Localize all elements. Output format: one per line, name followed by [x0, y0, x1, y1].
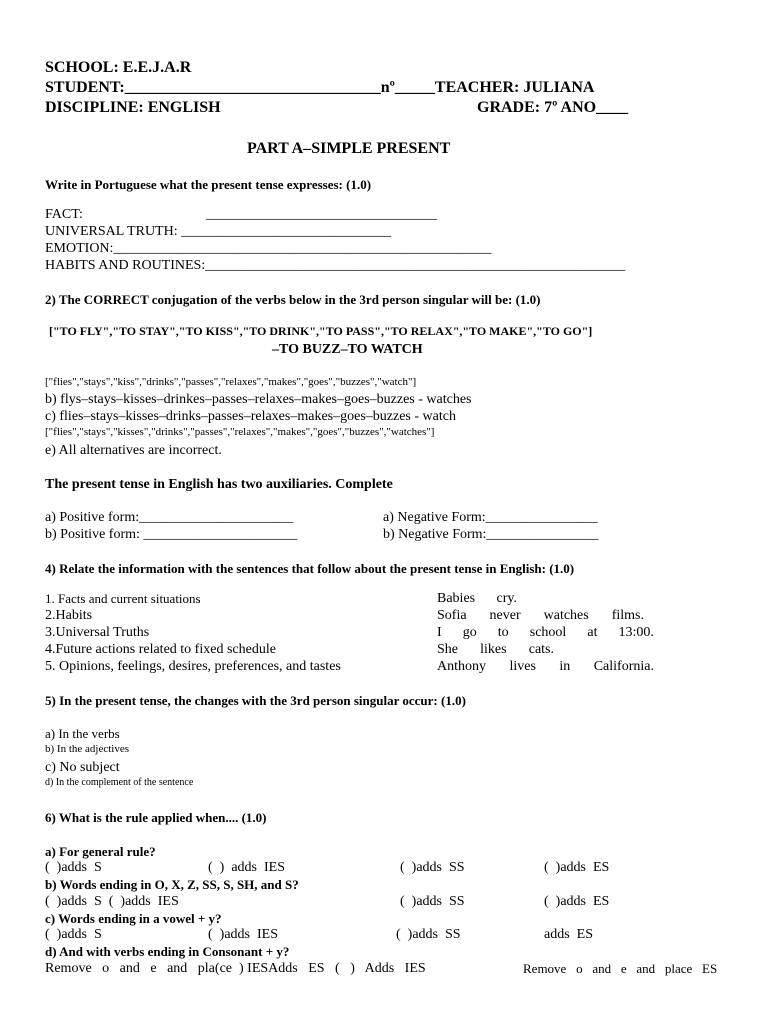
q5-option-c: c) No subject: [45, 760, 120, 775]
q6-b-title: b) Words ending in O, X, Z, SS, S, SH, and S?: [45, 877, 299, 892]
q6-d-opt-2[interactable]: Remove o and e and place ES: [523, 961, 718, 976]
q6-c-title: c) Words ending in a vowel + y?: [45, 911, 222, 926]
student-line: STUDENT:________________________________nº_____TEACHER: JULIANA: [45, 79, 595, 96]
q6-prompt: 6) What is the rule applied when.... (1.0): [45, 810, 267, 825]
word: lives: [509, 659, 536, 674]
q6-b-opt-2[interactable]: ( )adds SS: [400, 894, 465, 909]
q6-a-opt-1[interactable]: ( )adds S: [45, 860, 102, 875]
q4-left-4: 4.Future actions related to fixed schedule: [45, 642, 276, 657]
q2-verbs-line1: ["TO FLY","TO STAY","TO KISS","TO DRINK","TO PASS","TO RELAX","TO MAKE","TO GO"]: [49, 324, 593, 338]
q4-right-2: [437, 609, 644, 623]
discipline-line: DISCIPLINE: ENGLISH: [45, 99, 221, 116]
q2-option-a: ["flies","stays","kiss","drinks","passes","relaxes","makes","goes","buzzes","watch"]: [45, 376, 417, 388]
q2-option-c: c) flies–stays–kisses–drinks–passes–relaxes–makes–goes–buzzes - watch: [45, 409, 456, 424]
q6-a-title: a) For general rule?: [45, 844, 156, 859]
q6-d-opt-1[interactable]: Remove o and e and pla(ce ) IESAdds ES ( ) Adds IES: [45, 961, 426, 976]
q3-positive-b: b) Positive form: ______________________: [45, 527, 298, 542]
word: never: [489, 608, 521, 623]
word: school: [529, 625, 567, 640]
part-title: PART A–SIMPLE PRESENT: [247, 140, 451, 157]
word: cats.: [528, 642, 554, 657]
word: cry.: [496, 591, 517, 606]
q6-c-opt-3[interactable]: ( )adds SS: [396, 927, 461, 942]
word: Sofia: [437, 608, 467, 623]
q4-left-2: 2.Habits: [45, 608, 93, 623]
q5-option-a: a) In the verbs: [45, 726, 120, 741]
q4-right-5: [437, 660, 654, 674]
q6-d-title: d) And with verbs ending in Consonant + y?: [45, 944, 290, 959]
q4-left-1: 1. Facts and current situations: [45, 591, 201, 606]
q2-option-b: b) flys–stays–kisses–drinkes–passes–relaxes–makes–goes–buzzes - watches: [45, 392, 472, 407]
q6-c-opt-1[interactable]: ( )adds S: [45, 927, 102, 942]
q1-habits: HABITS AND ROUTINES:____________________________________________________________: [45, 258, 626, 273]
q6-c-opt-4[interactable]: adds ES: [544, 927, 593, 942]
q1-fact-line: _________________________________: [206, 207, 437, 222]
word: Babies: [437, 591, 476, 606]
q4-left-5: 5. Opinions, feelings, desires, preferences, and tastes: [45, 659, 341, 674]
q2-verbs-line2: –TO BUZZ–TO WATCH: [272, 342, 423, 357]
q3-prompt: The present tense in English has two auxiliaries. Complete: [45, 477, 393, 492]
q4-left-3: 3.Universal Truths: [45, 625, 150, 640]
q6-b-opt-1[interactable]: ( )adds S ( )adds IES: [45, 894, 179, 909]
word: She: [437, 642, 458, 657]
q2-prompt: 2) The CORRECT conjugation of the verbs below in the 3rd person singular will be: (1.0): [45, 292, 541, 307]
q4-right-4: [437, 643, 554, 657]
word: California.: [593, 659, 654, 674]
q4-right-3: [437, 626, 654, 640]
word: 13:00.: [618, 625, 654, 640]
word: Anthony: [437, 659, 486, 674]
q5-prompt: 5) In the present tense, the changes with the 3rd person singular occur: (1.0): [45, 693, 466, 708]
q3-negative-a: a) Negative Form:________________: [383, 510, 598, 525]
q1-universal: UNIVERSAL TRUTH: ______________________________: [45, 224, 392, 239]
grade-line: GRADE: 7º ANO____: [477, 99, 629, 116]
q4-right-1: [437, 592, 517, 606]
word: likes: [480, 642, 507, 657]
q1-emotion: EMOTION:______________________________________________________: [45, 241, 492, 256]
school-line: SCHOOL: E.E.J.A.R: [45, 59, 192, 76]
word: I: [437, 625, 442, 640]
q2-option-e: e) All alternatives are incorrect.: [45, 443, 222, 458]
word: watches: [543, 608, 589, 623]
q6-b-opt-3[interactable]: ( )adds ES: [544, 894, 610, 909]
word: films.: [611, 608, 644, 623]
q1-prompt: Write in Portuguese what the present tense expresses: (1.0): [45, 177, 372, 192]
word: to: [497, 625, 509, 640]
q3-positive-a: a) Positive form:______________________: [45, 510, 294, 525]
q6-a-opt-2[interactable]: ( ) adds IES: [208, 860, 285, 875]
q3-negative-b: b) Negative Form:________________: [383, 527, 599, 542]
q5-option-b: b) In the adjectives: [45, 743, 129, 755]
q1-fact-label: FACT:: [45, 207, 83, 222]
word: in: [559, 659, 571, 674]
word: at: [587, 625, 598, 640]
q6-a-opt-4[interactable]: ( )adds ES: [544, 860, 610, 875]
word: go: [462, 625, 477, 640]
q6-a-opt-3[interactable]: ( )adds SS: [400, 860, 465, 875]
q4-prompt: 4) Relate the information with the sentences that follow about the present tense in English: (1.0): [45, 561, 575, 576]
q2-option-d: ["flies","stays","kisses","drinks","passes","relaxes","makes","goes","buzzes","watches"]: [45, 426, 435, 438]
q6-c-opt-2[interactable]: ( )adds IES: [208, 927, 278, 942]
q5-option-d: d) In the complement of the sentence: [45, 777, 194, 788]
